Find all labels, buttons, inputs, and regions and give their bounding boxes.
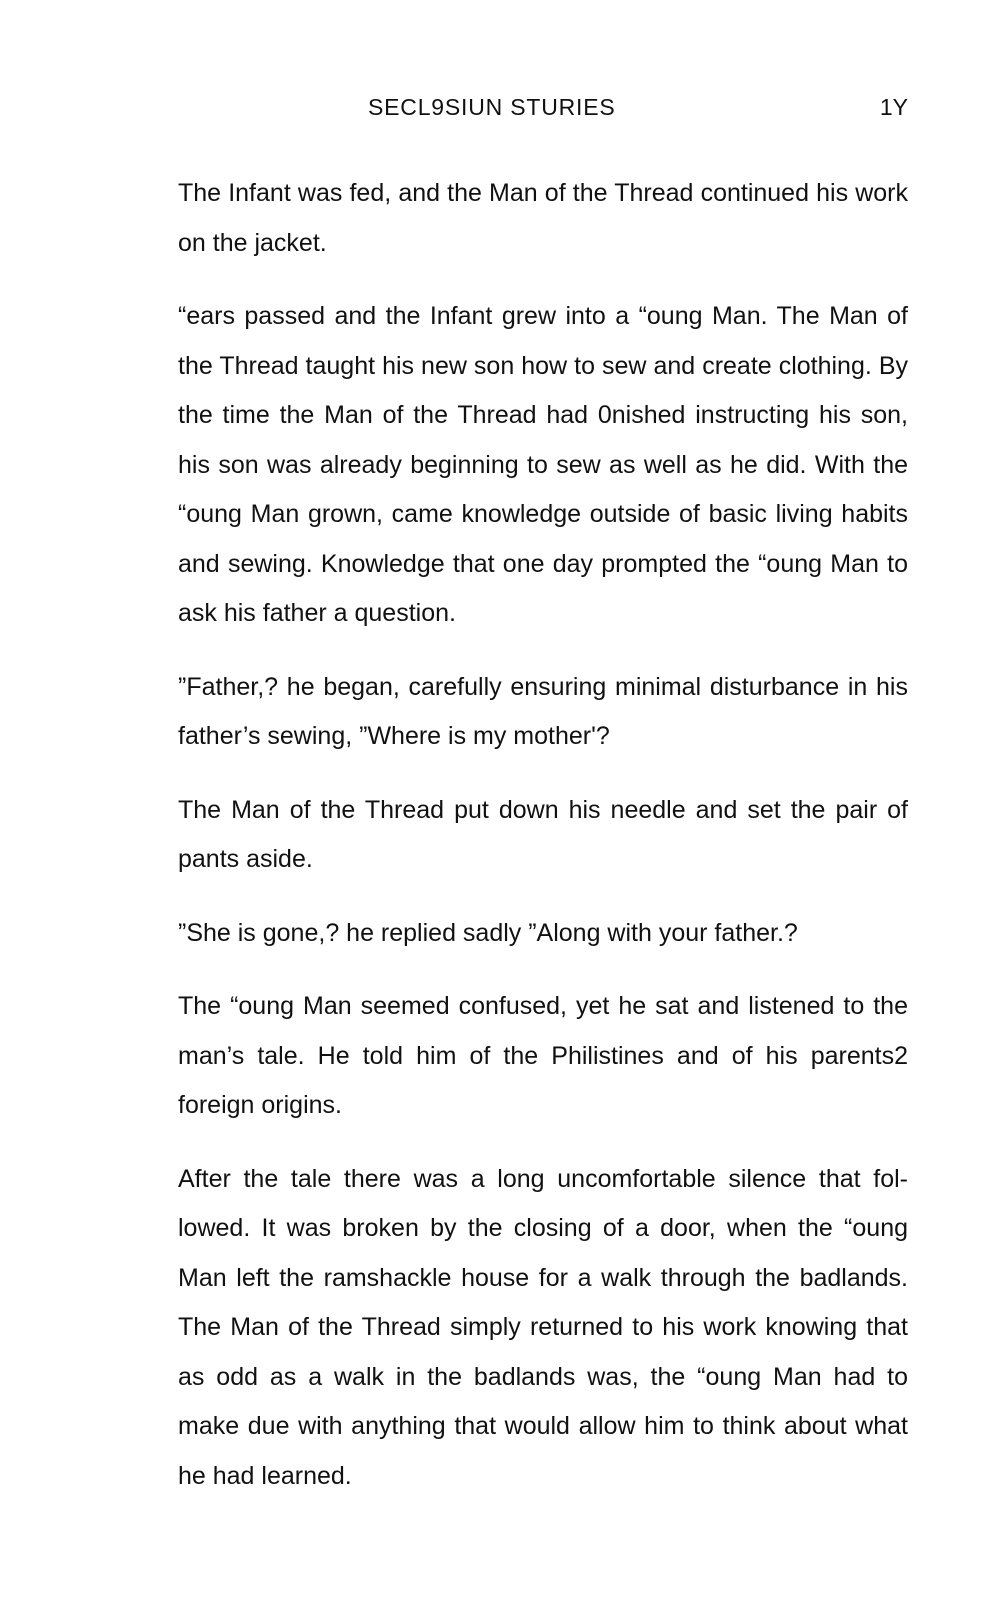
paragraph-5: ”She is gone,? he replied sadly ”Along with your father.? (178, 918, 798, 947)
paragraph-7: After the tale there was a long uncomfortable silence that fol-lowed. It was broken by the closing of a door, when the “oung Man left the ramshackle house for a walk through the badlands. The Man of the Thread simply returned to his work knowing that as odd as a walk in the badlands was, the “oung Man had to make due with anything that would allow him to think about what he had learned. (178, 1164, 908, 1490)
paragraph-4: The Man of the Thread put down his needle and set the pair of pants aside. (178, 795, 908, 873)
body-text (178, 169, 908, 1525)
paragraph-1: The Infant was fed, and the Man of the Thread continued his work on the jacket. (178, 179, 908, 257)
paragraph-6: The “oung Man seemed confused, yet he sat and listened to the man’s tale. He told him of the Philistines and of his parents2 foreign origins. (178, 992, 908, 1119)
paragraph-2: “ears passed and the Infant grew into a “oung Man. The Man of the Thread taught his new son how to sew and create clothing. By the time the Man of the Thread had 0nished instructing his son, his son was already beginning to sew as well as he did. With the “oung Man grown, came knowledge outside of basic living habits and sewing. Knowledge that one day prompted the “oung Man to ask his father a question. (178, 302, 908, 627)
paragraph-3: ”Father,? he began, carefully ensuring minimal disturbance in his father’s sewing, ”Where is my mother'? (178, 672, 908, 750)
running-header (0, 92, 1000, 122)
page-number: 1Y (879, 94, 908, 120)
running-title: SECL9SIUN STURIES (368, 94, 616, 120)
